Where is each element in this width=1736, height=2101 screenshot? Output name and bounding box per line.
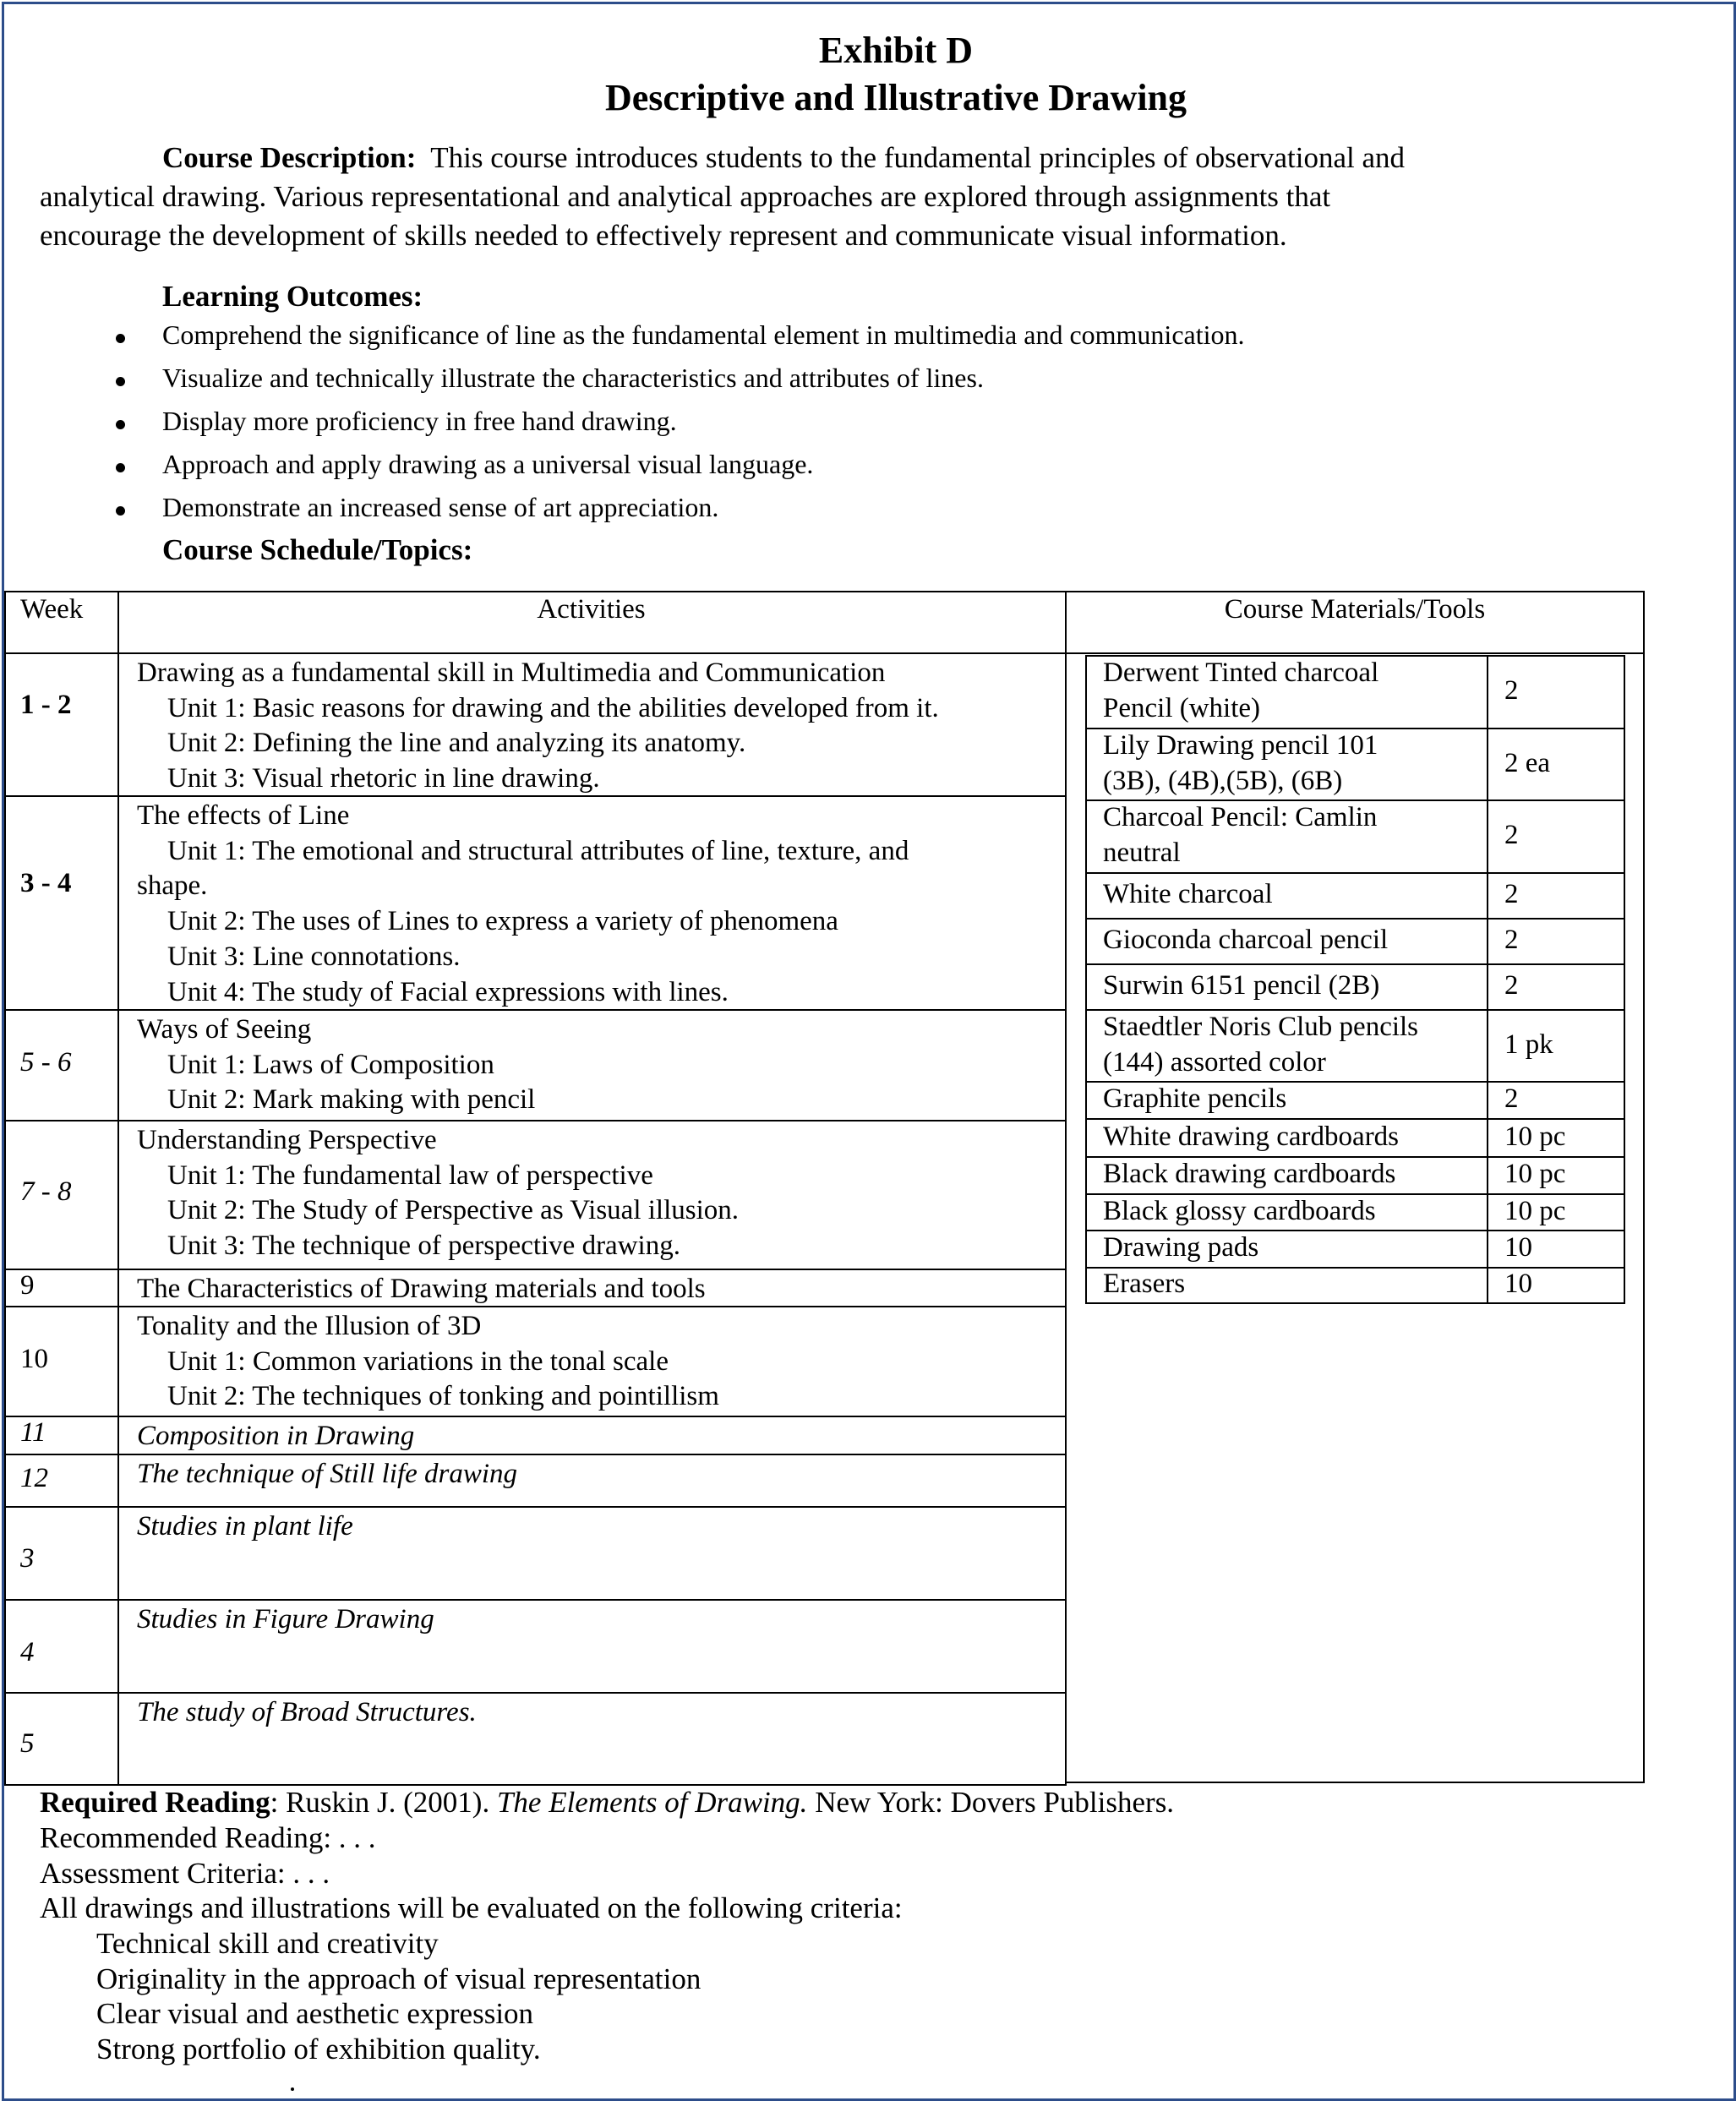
topic-line: Studies in Figure Drawing [137,1604,434,1634]
material-item: neutral [1103,838,1181,868]
schedule-heading: Course Schedule/Topics: [162,533,473,566]
topic-line: shape. [137,870,208,902]
criteria-item: Strong portfolio of exhibition quality. [96,2033,541,2066]
bullet-icon [116,334,125,343]
week-label: 4 [20,1637,35,1667]
week-label: 5 - 6 [20,1047,72,1078]
topic-line: The Characteristics of Drawing materials and tools [137,1274,706,1304]
outcome-item: Demonstrate an increased sense of art appreciation. [162,492,719,522]
week-label: 1 - 2 [20,690,72,720]
week-cell [4,795,119,1011]
description-line-1 [162,141,1405,175]
required-reading-label: Required Reading [40,1786,270,1819]
header-materials: Course Materials/Tools [1224,594,1486,625]
material-item: Black glossy cardboards [1103,1195,1376,1226]
description-text: This course introduces students to the fundamental principles of observational and [430,141,1406,174]
material-qty: 1 pk [1504,1029,1553,1060]
material-item: (3B), (4B),(5B), (6B) [1103,765,1343,796]
unit-line: Unit 2: Mark making with pencil [167,1084,536,1116]
outcome-item: Comprehend the significance of line as the fundamental element in multimedia and communication. [162,319,1245,350]
material-item: White charcoal [1103,879,1273,910]
material-qty: 2 [1504,675,1519,707]
material-item: Graphite pencils [1103,1083,1287,1115]
week-label: 12 [20,1463,48,1493]
header-activities: Activities [537,594,646,625]
material-item: Surwin 6151 pencil (2B) [1103,970,1380,1001]
topic-line: The study of Broad Structures. [137,1697,477,1727]
material-item: Derwent Tinted charcoal [1103,658,1379,689]
material-item: Black drawing cardboards [1103,1159,1396,1190]
material-item: Pencil (white) [1103,693,1261,723]
week-label: 10 [20,1344,48,1374]
criteria-item: Clear visual and aesthetic expression [96,1997,534,2030]
outcome-item: Display more proficiency in free hand drawing. [162,406,677,436]
unit-line: Unit 3: Visual rhetoric in line drawing. [167,763,600,794]
week-label: 9 [20,1270,35,1301]
unit-line: Unit 3: The technique of perspective drawing. [167,1231,680,1262]
outcomes-heading: Learning Outcomes: [162,280,423,313]
topic-line: The effects of Line [137,800,350,831]
week-label: 7 - 8 [20,1176,72,1207]
material-item: (144) assorted color [1103,1046,1326,1078]
week-label: 11 [20,1417,46,1448]
assessment-criteria: Assessment Criteria: . . . [40,1857,330,1890]
week-cell [4,652,119,797]
recommended-reading: Recommended Reading: . . . [40,1821,376,1854]
outcome-item: Visualize and technically illustrate the characteristics and attributes of lines. [162,363,984,393]
material-qty: 2 [1504,970,1519,1001]
unit-line: Unit 2: The uses of Lines to express a variety of phenomena [167,906,838,937]
unit-line: Unit 1: The fundamental law of perspective [167,1160,653,1191]
material-qty: 10 pc [1504,1195,1566,1226]
unit-line: Unit 2: The techniques of tonking and pointillism [167,1381,719,1412]
week-label: 5 [20,1728,35,1759]
criteria-intro: All drawings and illustrations will be evaluated on the following criteria: [40,1891,903,1924]
material-qty: 10 [1504,1232,1532,1263]
unit-line: Unit 2: Defining the line and analyzing its anatomy. [167,728,746,759]
topic-line: Tonality and the Illusion of 3D [137,1311,482,1341]
material-item: Erasers [1103,1269,1186,1300]
criteria-item: Technical skill and creativity [96,1927,439,1960]
material-qty: 2 ea [1504,747,1551,778]
material-qty: 2 [1504,820,1519,851]
bullet-icon [116,420,125,429]
material-item: Staedtler Noris Club pencils [1103,1011,1419,1042]
topic-line: Composition in Drawing [137,1421,415,1451]
material-qty: 10 pc [1504,1159,1566,1190]
unit-line: Unit 1: Laws of Composition [167,1049,494,1080]
material-item: Drawing pads [1103,1232,1259,1263]
unit-line: Unit 1: Basic reasons for drawing and the abilities developed from it. [167,692,939,723]
topic-line: Drawing as a fundamental skill in Multimedia and Communication [137,658,886,688]
required-reading-publisher: New York: Dovers Publishers. [807,1786,1175,1819]
week-label: 3 - 4 [20,868,72,898]
unit-line: Unit 3: Line connotations. [167,941,461,972]
header-week: Week [20,594,84,625]
outcome-item: Approach and apply drawing as a universal visual language. [162,449,814,479]
topic-line: Studies in plant life [137,1511,353,1542]
bullet-icon [116,506,125,516]
exhibit-label: Exhibit D [818,30,974,71]
topic-line: Understanding Perspective [137,1125,437,1155]
material-item: White drawing cardboards [1103,1121,1400,1152]
description-line-3: encourage the development of skills needed to effectively represent and communicate visual information. [40,219,1287,252]
material-qty: 2 [1504,879,1519,910]
stray-mark [291,2087,294,2091]
topic-line: Ways of Seeing [137,1014,312,1045]
required-reading-author: : Ruskin J. (2001). [270,1786,497,1819]
bullet-icon [116,377,125,386]
material-item: Gioconda charcoal pencil [1103,925,1389,956]
unit-line: Unit 1: Common variations in the tonal scale [167,1345,669,1377]
unit-line: Unit 2: The Study of Perspective as Visual illusion. [167,1195,740,1226]
material-item: Charcoal Pencil: Camlin [1103,802,1378,833]
material-qty: 10 pc [1504,1121,1566,1152]
material-qty: 2 [1504,1083,1519,1115]
unit-line: Unit 4: The study of Facial expressions with lines. [167,976,729,1007]
criteria-item: Originality in the approach of visual representation [96,1962,701,1995]
bullet-icon [116,463,125,472]
material-qty: 10 [1504,1269,1532,1300]
week-label: 3 [20,1543,35,1574]
material-qty: 2 [1504,925,1519,956]
description-line-2: analytical drawing. Various representational and analytical approaches are explored through assignments that [40,180,1331,213]
page-title: Descriptive and Illustrative Drawing [604,77,1187,118]
description-label: Course Description: [162,141,417,174]
unit-line: Unit 1: The emotional and structural attributes of line, texture, and [167,835,909,866]
topic-line: The technique of Still life drawing [137,1459,518,1489]
material-item: Lily Drawing pencil 101 [1103,729,1378,761]
required-reading [40,1786,1174,1820]
required-reading-title: The Elements of Drawing. [496,1786,808,1819]
